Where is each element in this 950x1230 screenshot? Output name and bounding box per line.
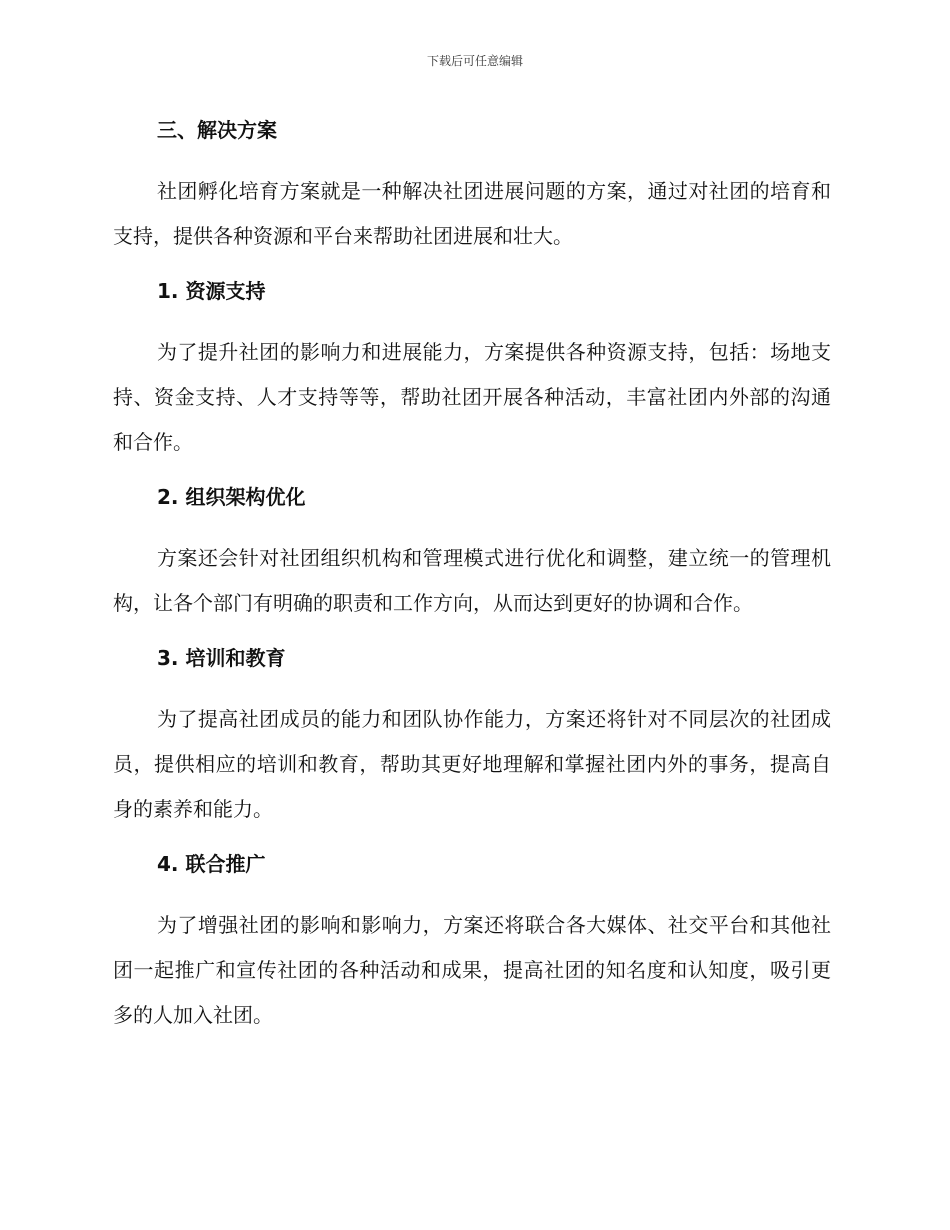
subsection-paragraph-joint-promotion: 为了增强社团的影响和影响力，方案还将联合各大媒体、社交平台和其他社团一起推广和宣传社团的各种活动和成果，提高社团的知名度和认知度，吸引更多的人加入社团。 bbox=[113, 913, 831, 1027]
subsection-title-resource-support: 1. 资源支持 bbox=[157, 279, 266, 303]
header-note: 下载后可任意编辑 bbox=[426, 54, 523, 68]
subsection-title-org-optimization: 2. 组织架构优化 bbox=[157, 485, 306, 509]
subsection-paragraph-training: 为了提高社团成员的能力和团队协作能力，方案还将针对不同层次的社团成员，提供相应的培训和教育，帮助其更好地理解和掌握社团内外的事务，提高自身的素养和能力。 bbox=[113, 707, 831, 821]
subsection-paragraph-org-optimization: 方案还会针对社团组织机构和管理模式进行优化和调整，建立统一的管理机构，让各个部门有明确的职责和工作方向，从而达到更好的协调和合作。 bbox=[113, 546, 831, 615]
subsection-paragraph-resource-support: 为了提升社团的影响力和进展能力，方案提供各种资源支持，包括：场地支持、资金支持、人才支持等等，帮助社团开展各种活动，丰富社团内外部的沟通和合作。 bbox=[113, 340, 831, 454]
document-body bbox=[113, 112, 831, 1038]
subsection-title-joint-promotion: 4. 联合推广 bbox=[157, 852, 266, 876]
section-intro-paragraph: 社团孵化培育方案就是一种解决社团进展问题的方案，通过对社团的培育和支持，提供各种资源和平台来帮助社团进展和壮大。 bbox=[113, 179, 831, 248]
subsection-title-training: 3. 培训和教育 bbox=[157, 646, 286, 670]
section-title: 三、解决方案 bbox=[157, 118, 277, 142]
